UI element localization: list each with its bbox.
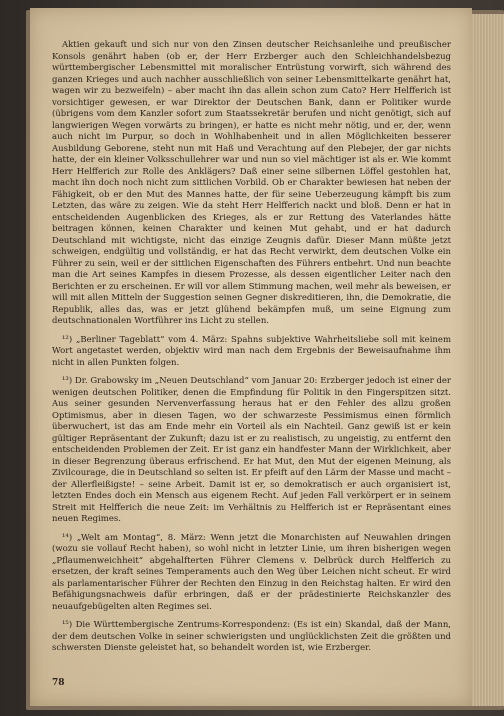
text-paragraph: Aktien gekauft und sich nur von den Zinsen deutscher Reichsanleihe und preußischer Konsols genährt haben (ob er, der Herr Erzberger auch den Schleichhandelsbezug württembergischer Lebensmittel mit moralischer Entrüstung vorwirft, sich während des ganzen Krieges und auch nachher ausschließlich von seiner Lebensmittelkarte genährt hat, wagen wir zu bezweifeln) – aber macht ihn das allein schon zum Cato? Herr Helfferich ist vorsichtiger gewesen, er war Direktor der Deutschen Bank, dann er Politiker wurde (übrigens vom dem Kanzler sofort zum Staatssekretär berufen und nicht genötigt, sich auf langwierigen Wegen vorwärts zu bringen), er hatte es nicht mehr nötig, und er, der, wenn auch nicht im Purpur, so doch in Wohlhabenheit und in allen Möglichkeiten besserer Ausbildung Geborene, steht nun mit Haß und Verachtung auf den Plebejer, der gar nichts hatte, der ein kleiner Volksschullehrer war und nun so viel mächtiger ist als er. Wie kommt Herr Helfferich zur Rolle des Anklägers? Daß einer seine silbernen Löffel gestohlen hat, macht ihn doch noch nicht zum sittlichen Vorbild. Ob er Charakter bewiesen hat neben der Fähigkeit, ob er den Mut des Mannes hatte, der für seine Ueberzeugung kämpft bis zum Letzten, das wäre zu zeigen. Wie da steht Herr Helfferich nackt und bloß. Denn er hat in entscheidenden Augenblicken des Krieges, als er zur Rettung des Vaterlandes hätte beitragen können, keinen Charakter und keinen Mut gehabt, und er hat dadurch Deutschland mit wichtigste, nicht das einzige Zeugnis dafür. Dieser Mann müßte jetzt schweigen, endgültig und vollständig, er hat das Recht verwirkt, dem deutschen Volke ein Führer zu sein, weil er der sittlichen Eigenschaften des Führers entbehrt. Und nun beachte man die Art seines Kampfes in diesem Prozesse, als dessen eigentlicher Leiter nach den Berichten er zu erscheinen. Er will vor allem Stimmung machen, weil mehr als beweisen, er will mit allen Mitteln der Suggestion seinen Gegner diskreditieren, ihn, die Demokratie, die Republik, alles das, was er jetzt glühend bekämpfen muß, um seine Eignung zum deutschnationalen Wortführer ins Licht zu stellen. bbox=[52, 40, 451, 326]
footnote-13: ¹³) Dr. Grabowsky im „Neuen Deutschland“ vom Januar 20: Erzberger jedoch ist einer der wenigen deutschen Politiker, denen die Empfindung für Politik in den Fingerspitzen sitzt. Aus seiner gesunden Nervenverfassung heraus hat er den Fehler des allzu großen Optimismus, aber in diesen Tagen, wo der schwarzeste Pessimismus einen förmlich überwuchert, ist das am Ende mehr ein Vorteil als ein Nachteil. Ganz gewiß ist er kein gültiger Repräsentant der Zukunft; dazu ist er zu realistisch, zu ungeistig, zu entfernt den entscheidenden Problemen der Zeit. Er ist ganz ein handfester Mann der Wirklichkeit, aber in dieser Begrenzung überaus erfrischend. Er hat Mut, den Mut der eigenen Meinung, als Zivilcourage, die in Deutschland so selten ist. Er pfeift auf den Lärm der Masse und macht – der Allerfleißigste! – seine Arbeit. Damit ist er, so demokratisch er auch organisiert ist, letzten Endes doch ein Mensch aus eigenem Recht. Auf jeden Fall verkörpert er in seinem Streit mit Helfferich die neue Zeit: im Verhältnis zu Helfferich ist er Repräsentant eines neuen Regimes. bbox=[52, 376, 451, 524]
page-text bbox=[52, 40, 451, 660]
footnote-15: ¹⁵) Die Württembergische Zentrums-Korrespondenz: (Es ist ein) Skandal, daß der Mann, der dem deutschen Volke in seiner schwierigsten und unglücklichsten Zeit die größten und schwersten Dienste geleistet hat, so behandelt worden ist, wie Erzberger. bbox=[52, 620, 451, 653]
footnote-14: ¹⁴) „Welt am Montag“, 8. März: Wenn jetzt die Monarchisten auf Neuwahlen dringen (wozu sie vollauf Recht haben), so wohl nicht in letzter Linie, um ihren bisherigen wegen „Pflaumenweichheit“ abgehalfterten Führer Clemens v. Delbrück durch Helfferich zu ersetzen, der kraft seines Temperaments auch den Weg über Leichen nicht scheut. Er wird als parlamentarischer Führer der Rechten den Einzug in den Reichstag halten. Er wird den Befähigungsnachweis dafür erbringen, daß er der prädestinierte Reichskanzler des neuaufgebügelten alten Regimes sei. bbox=[52, 532, 451, 612]
page-number: 78 bbox=[52, 678, 65, 688]
footnote-12: ¹²) „Berliner Tageblatt“ vom 4. März: Spahns subjektive Wahrheitsliebe soll mit keinem Wort angetastet werden, objektiv wird man nach dem Ergebnis der Beweisaufnahme ihm nicht in allen Punkten folgen. bbox=[52, 334, 451, 368]
page-stack-edges bbox=[470, 14, 504, 706]
